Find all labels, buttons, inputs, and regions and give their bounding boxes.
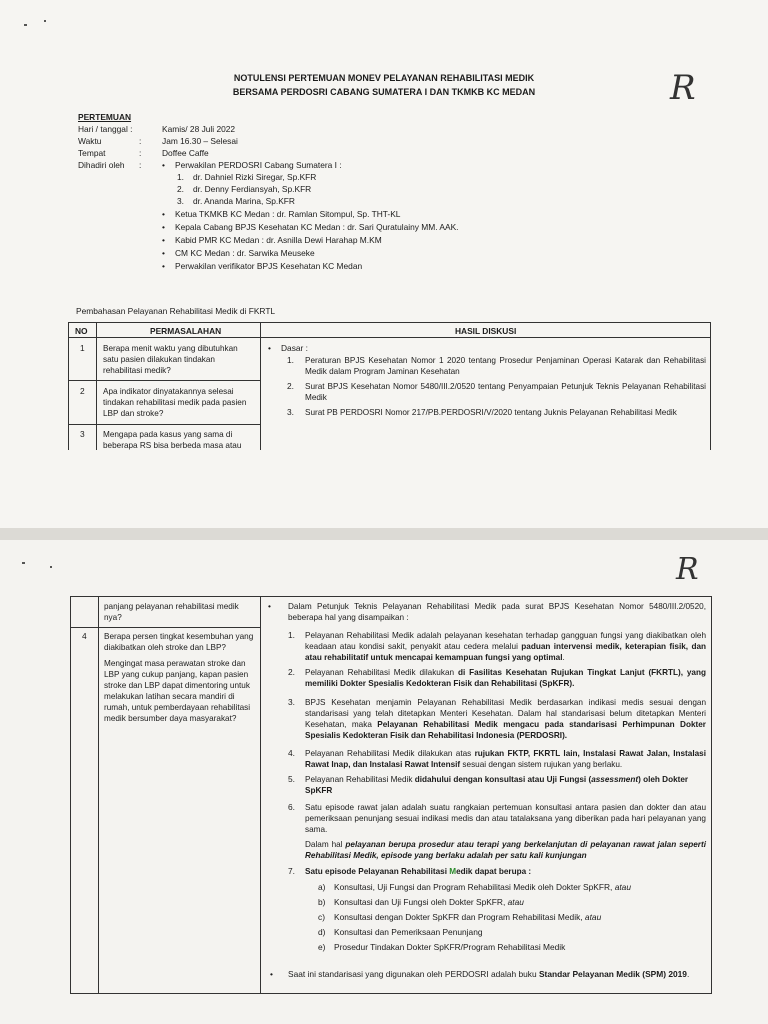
episode-option: Konsultasi dan Uji Fungsi oleh Dokter SpKFR, atau xyxy=(334,897,524,907)
bullet: • xyxy=(270,969,273,979)
point-6: Satu episode rawat jalan adalah suatu rangkaian pertemuan konsultasi antara pasien dan dokter dan atau pemeriksaan penunjang sesuai indikasi medis dan atau tatalaksana yang diberikan pada hari pelayanan yang sama. xyxy=(305,803,706,834)
list-number: 1. xyxy=(288,630,295,640)
document-title-line1: NOTULENSI PERTEMUAN MONEV PELAYANAN REHABILITASI MEDIK xyxy=(233,73,535,83)
problem-text: Berapa persen tingkat kesembuhan yang diakibatkan oleh stroke dan LBP? xyxy=(104,632,254,652)
list-number: 3. xyxy=(288,697,295,707)
point-2: Pelayanan Rehabilitasi Medik dilakukan di Fasilitas Kesehatan Rujukan Tingkat Lanjut (FKRTL), yang memiliki Dokter Spesialis Kedokteran Fisik dan Rehabilitasi (SpKFR). xyxy=(305,668,706,688)
legal-basis: Surat BPJS Kesehatan Nomor 5480/III.2/0520 tentang Penyampaian Petunjuk Teknis Pelayanan Rehabilitasi Medik xyxy=(305,382,706,402)
meta-value-date: Kamis/ 28 Juli 2022 xyxy=(162,124,236,134)
episode-option: Konsultasi, Uji Fungsi dan Program Rehabilitasi Medik oleh Dokter SpKFR, atau xyxy=(334,882,631,892)
spm-standard-note: Saat ini standarisasi yang digunakan oleh PERDOSRI adalah buku Standar Pelayanan Medik (SPM) 2019. xyxy=(288,969,690,979)
episode-option: Konsultasi dan Pemeriksaan Penunjang xyxy=(334,927,483,937)
table-rule xyxy=(68,322,711,323)
point-5: Pelayanan Rehabilitasi Medik didahului dengan konsultasi atau Uji Fungsi (assessment) oleh Dokter SpKFR xyxy=(305,775,689,795)
handwritten-mark: R xyxy=(676,552,699,587)
table-rule xyxy=(70,596,71,994)
table-rule xyxy=(260,322,261,450)
list-number: 2. xyxy=(287,381,294,391)
list-number: 2. xyxy=(288,667,295,677)
point-3: BPJS Kesehatan menjamin Pelayanan Rehabilitasi Medik berdasarkan indikasi medis sesuai dengan standarisasi yang telah ditetapkan Menteri Kesehatan. Dalam hal standarisasi belum ditetapkan Menteri Kesehatan, maka Pelayanan Rehabilitasi Medik mengacu pada standarisasi Perhimpunan Dokter Spesialis Kedokteran Fisik dan Rehabilitasi Indonesia (PERDOSRI). xyxy=(305,698,706,740)
problem-text-continued: panjang pelayanan rehabilitasi medik nya? xyxy=(104,602,239,622)
table-rule xyxy=(96,322,97,450)
legal-basis: Surat PB PERDOSRI Nomor 217/PB.PERDOSRI/V/2020 tentang Juknis Pelayanan Rehabilitasi Medik xyxy=(305,408,677,417)
list-number: 4. xyxy=(288,748,295,758)
scan-speck xyxy=(44,20,46,22)
bullet: • xyxy=(162,160,165,170)
meta-colon: : xyxy=(139,136,142,146)
document-title-line2: BERSAMA PERDOSRI CABANG SUMATERA I DAN TKMKB KC MEDAN xyxy=(232,87,536,97)
meta-label-date: Hari / tanggal : xyxy=(78,124,133,134)
meta-colon: : xyxy=(139,160,142,170)
row-number: 4 xyxy=(82,631,87,641)
bullet: • xyxy=(162,248,165,258)
point-1: Pelayanan Rehabilitasi Medik adalah pelayanan kesehatan terhadap gangguan fungsi yang diakibatkan oleh keadaan atau kondisi sakit, penyakit atau cedera melalui paduan intervensi medik, keterapian fisik, dan atau rehabilitatif untuk mencapai kemampuan fungsi yang optimal. xyxy=(305,631,707,662)
attendee: Perwakilan verifikator BPJS Kesehatan KC Medan xyxy=(175,261,363,271)
problem-text: Mengingat masa perawatan stroke dan LBP yang cukup panjang, kapan pasien stroke dan LBP dapat dimentoring untuk melakukan latihan secara mandiri di rumah, untuk pemberdayaan rehabilitasi medik bersumber daya masyarakat? xyxy=(104,659,251,723)
meta-value-time: Jam 16.30 – Selesai xyxy=(162,136,238,146)
option-letter: a) xyxy=(318,882,326,892)
table-rule xyxy=(98,596,99,994)
juknis-intro: Dalam Petunjuk Teknis Pelayanan Rehabilitasi Medik pada surat BPJS Kesehatan Nomor 5480/III.2/0520, beberapa hal yang disampaikan : xyxy=(288,602,706,622)
meta-label-attendees: Dihadiri oleh xyxy=(78,160,125,170)
scan-speck xyxy=(22,562,25,564)
table-rule xyxy=(260,596,261,994)
document-page-2 xyxy=(0,540,768,1024)
perdosri-member: dr. Ananda Marina, Sp.KFR xyxy=(193,196,295,206)
list-number: 2. xyxy=(177,184,184,194)
table-header-problem: PERMASALAHAN xyxy=(150,326,222,336)
list-number: 3. xyxy=(177,196,184,206)
legal-basis: Peraturan BPJS Kesehatan Nomor 1 2020 tentang Prosedur Penjaminan Operasi Katarak dan Rehabilitasi Medik dalam Program Jaminan Kesehatan xyxy=(305,356,706,376)
meta-label-place: Tempat xyxy=(78,148,106,158)
table-rule xyxy=(710,322,711,450)
row-number: 3 xyxy=(80,429,85,439)
attendee: Kabid PMR KC Medan : dr. Asnilla Dewi Harahap M.KM xyxy=(175,235,382,245)
section-heading: PERTEMUAN xyxy=(78,112,132,122)
row-number: 1 xyxy=(80,343,85,353)
list-number: 3. xyxy=(287,407,294,417)
attendee: Ketua TKMKB KC Medan : dr. Ramlan Sitompul, Sp. THT-KL xyxy=(175,209,401,219)
episode-option: Prosedur Tindakan Dokter SpKFR/Program Rehabilitasi Medik xyxy=(334,942,566,952)
table-header-result: HASIL DISKUSI xyxy=(455,326,517,336)
bullet: • xyxy=(162,261,165,271)
bullet: • xyxy=(162,209,165,219)
list-number: 1. xyxy=(177,172,184,182)
point-7: Satu episode Pelayanan Rehabilitasi Medik dapat berupa : xyxy=(305,867,532,876)
attendee: Kepala Cabang BPJS Kesehatan KC Medan : dr. Sari Quratulainy MM. AAK. xyxy=(175,222,459,232)
handwritten-mark: R xyxy=(670,68,696,108)
problem-text: Berapa menit waktu yang dibutuhkan satu pasien dilakukan tindakan rehabilitasi medik? xyxy=(103,344,238,375)
option-letter: c) xyxy=(318,912,325,922)
perdosri-member: dr. Denny Ferdiansyah, Sp.KFR xyxy=(193,184,312,194)
point-6-continuation: Dalam hal pelayanan berupa prosedur atau terapi yang berkelanjutan di pelayanan rawat jalan seperti Rehabilitasi Medik, episode yang berlaku adalah per satu kali kunjungan xyxy=(305,840,706,860)
scan-speck xyxy=(24,24,27,26)
option-letter: b) xyxy=(318,897,326,907)
bullet: • xyxy=(268,343,271,353)
meta-label-time: Waktu xyxy=(78,136,102,146)
list-number: 1. xyxy=(287,355,294,365)
bullet: • xyxy=(162,235,165,245)
bullet: • xyxy=(268,601,271,611)
table-rule xyxy=(70,993,711,994)
scan-speck xyxy=(50,566,52,568)
option-letter: d) xyxy=(318,927,326,937)
bullet: • xyxy=(162,222,165,232)
problem-text: Mengapa pada kasus yang sama di beberapa RS bisa berbeda masa atau xyxy=(103,430,242,450)
page-gap xyxy=(0,528,768,540)
table-intro: Pembahasan Pelayanan Rehabilitasi Medik di FKRTL xyxy=(76,306,276,316)
table-rule xyxy=(68,322,69,450)
episode-option: Konsultasi dengan Dokter SpKFR dan Program Rehabilitasi Medik, atau xyxy=(334,912,602,922)
dasar-label: Dasar : xyxy=(281,343,308,353)
attendee: CM KC Medan : dr. Sarwika Meuseke xyxy=(175,248,315,258)
attendee-group-perdosri: Perwakilan PERDOSRI Cabang Sumatera I : xyxy=(175,160,342,170)
problem-text: Apa indikator dinyatakannya selesai tindakan rehabilitasi medik pada pasien LBP dan stroke? xyxy=(103,387,247,418)
list-number: 5. xyxy=(288,774,295,784)
table-rule xyxy=(70,596,711,597)
meta-value-place: Doffee Caffe xyxy=(162,148,209,158)
list-number: 6. xyxy=(288,802,295,812)
table-rule xyxy=(711,596,712,994)
table-header-no: NO xyxy=(75,326,88,336)
table-rule xyxy=(68,337,711,338)
list-number: 7. xyxy=(288,866,295,876)
option-letter: e) xyxy=(318,942,326,952)
meta-colon: : xyxy=(139,148,142,158)
point-4: Pelayanan Rehabilitasi Medik dilakukan atas rujukan FKTP, FKRTL lain, Instalasi Rawat Jalan, Instalasi Rawat Inap, dan Instalasi Rawat Intensif sesuai dengan sistem rujukan yang berlaku. xyxy=(305,749,706,769)
row-number: 2 xyxy=(80,386,85,396)
perdosri-member: dr. Dahniel Rizki Siregar, Sp.KFR xyxy=(193,172,317,182)
